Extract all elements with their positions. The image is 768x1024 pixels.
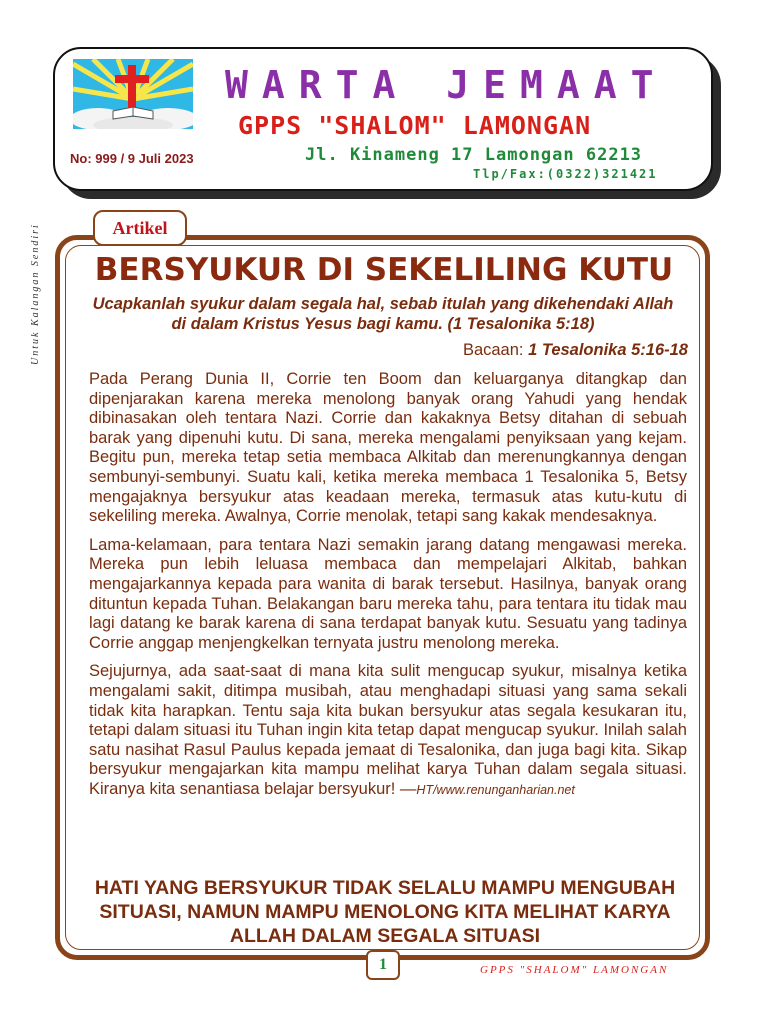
newsletter-title: WARTA JEMAAT <box>225 63 668 107</box>
church-name: GPPS "SHALOM" LAMONGAN <box>238 111 592 140</box>
church-phone: Tlp/Fax:(0322)321421 <box>473 167 658 181</box>
reading-reference <box>463 341 688 360</box>
page-number: 1 <box>366 950 400 980</box>
paragraph-3 <box>89 662 687 800</box>
reading-ref: 1 Tesalonika 5:16-18 <box>528 341 688 359</box>
footer-church-name: GPPS "SHALOM" LAMONGAN <box>480 964 669 976</box>
reading-label: Bacaan: <box>462 341 524 359</box>
closing-quote: HATI YANG BERSYUKUR TIDAK SELALU MAMPU MENGUBAH SITUASI, NAMUN MAMPU MENOLONG KITA MELIHAT KARYA ALLAH DALAM SEGALA SITUASI <box>94 877 676 947</box>
paragraph-2: Lama-kelamaan, para tentara Nazi semakin jarang datang mengawasi mereka. Mereka pun lebih leluasa membaca dan mempelajari Alkitab, bahkan mengajarkannya kepada para wanita di barak tersebut. Hasilnya, banyak orang dituntun kepada Tuhan. Belakangan baru mereka tahu, para tentara itu tidak mau lagi datang ke barak karena di sana terdapat banyak kutu. Sesuatu yang tadinya Corrie anggap menjengkelkan ternyata justru menolong mereka. <box>89 535 687 652</box>
section-tab: Artikel <box>93 210 187 246</box>
article-source: HT/www.renunganharian.net <box>416 782 575 797</box>
church-address: Jl. Kinameng 17 Lamongan 62213 <box>305 145 643 165</box>
paragraph-1: Pada Perang Dunia II, Corrie ten Boom dan keluarganya ditangkap dan dipenjarakan karena mereka menolong banyak orang Yahudi yang hendak dibinasakan oleh tentara Nazi. Corrie dan kakaknya Betsy ditahan di sebuah barak yang dipenuhi kutu. Di sana, mereka mengalami penyiksaan yang kejam. Begitu pun, mereka tetap setia membaca Alkitab dan merenungkannya dengan sembunyi-sembunyi. Suatu kali, ketika mereka membaca 1 Tesalonika 5, Betsy mengajaknya bersyukur atas keadaan mereka, termasuk atas kutu-kutu di sekeliling mereka. Awalnya, Corrie menolak, tetapi sang kakak mendesaknya. <box>89 370 687 526</box>
paragraph-3-text: Sejujurnya, ada saat-saat di mana kita sulit mengucap syukur, misalnya ketika mengalami sakit, ditimpa musibah, atau menghadapi situasi yang sama sekali tidak kita harapkan. Tentu saja kita bukan bersyukur atas segala kesukaran itu, tetapi dalam situasi itu Tuhan ingin kita tetap dapat mengucap syukur. Inilah salah satu nasihat Rasul Paulus kepada jemaat di Tesalonika, dan juga bagi kita. Sikap bersyukur mengajarkan kita mampu melihat karya Tuhan dalam segala situasi. Kiranya kita senantiasa belajar bersyukur! — <box>89 662 687 798</box>
issue-number: No: 999 / 9 Juli 2023 <box>70 151 194 166</box>
article-body <box>89 370 687 809</box>
side-note: Untuk Kalangan Sendiri <box>30 223 41 365</box>
cross-bible-sunrise-icon <box>73 59 193 129</box>
masthead <box>53 47 713 191</box>
article-headline: BERSYUKUR DI SEKELILING KUTU <box>94 252 674 288</box>
key-verse: Ucapkanlah syukur dalam segala hal, sebab itulah yang dikehendaki Allah di dalam Kristus Yesus bagi kamu. (1 Tesalonika 5:18) <box>92 295 674 333</box>
